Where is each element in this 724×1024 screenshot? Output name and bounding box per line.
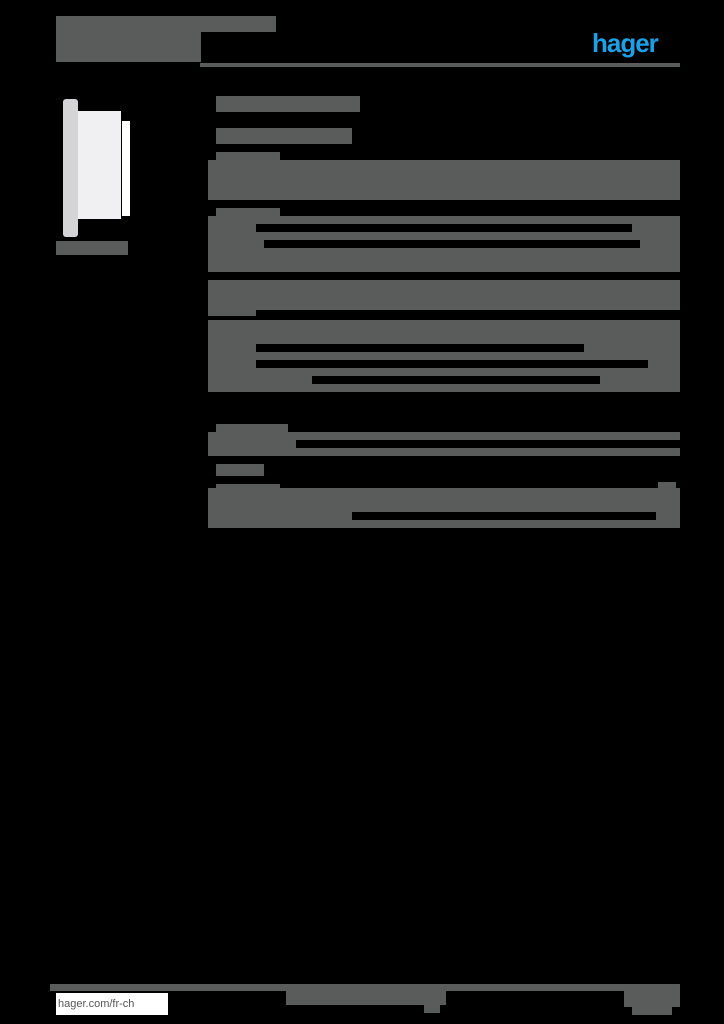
product-body: [78, 111, 121, 219]
footer-center-text: [424, 1005, 440, 1013]
table-row: [208, 216, 680, 224]
table-row: [640, 240, 680, 248]
product-name: [216, 96, 360, 112]
table-row: [208, 320, 680, 344]
product-reference: [216, 128, 352, 144]
table-row: [648, 360, 680, 368]
table-row: [208, 240, 264, 248]
product-image: [60, 99, 120, 239]
table-row: [208, 512, 352, 520]
footer-divider: [50, 984, 680, 991]
table-row: [208, 344, 256, 352]
footer-url[interactable]: hager.com/fr-ch: [56, 993, 168, 1015]
table-row: [208, 360, 256, 368]
footer-page-info: [624, 991, 680, 1007]
header-divider: [200, 63, 680, 67]
table-row: [208, 310, 256, 316]
table-row: [656, 512, 680, 520]
footer-center-text: [286, 991, 446, 1005]
product-plate: [63, 99, 78, 237]
table-row: [208, 440, 296, 448]
product-cap: [122, 121, 130, 216]
table-row: [208, 280, 680, 310]
product-image-caption: [56, 241, 128, 255]
table-row: [584, 344, 680, 352]
table-row: [600, 376, 680, 384]
table-row: [208, 224, 256, 232]
section-heading: [216, 464, 264, 476]
table-row: [208, 432, 680, 440]
hager-logo: hager: [592, 28, 658, 58]
table-row: [208, 376, 312, 384]
footer-page-info: [632, 1007, 672, 1015]
table-row: [632, 224, 680, 232]
table-row: [208, 232, 680, 240]
table-row: [208, 248, 680, 272]
table-row: [208, 352, 680, 360]
table-row: [208, 448, 680, 456]
table-row: [208, 384, 680, 392]
table-row: [208, 520, 680, 528]
table-row: [208, 488, 680, 512]
section-table: [208, 160, 680, 200]
table-row: [208, 368, 680, 376]
document-subtitle: [56, 30, 201, 62]
